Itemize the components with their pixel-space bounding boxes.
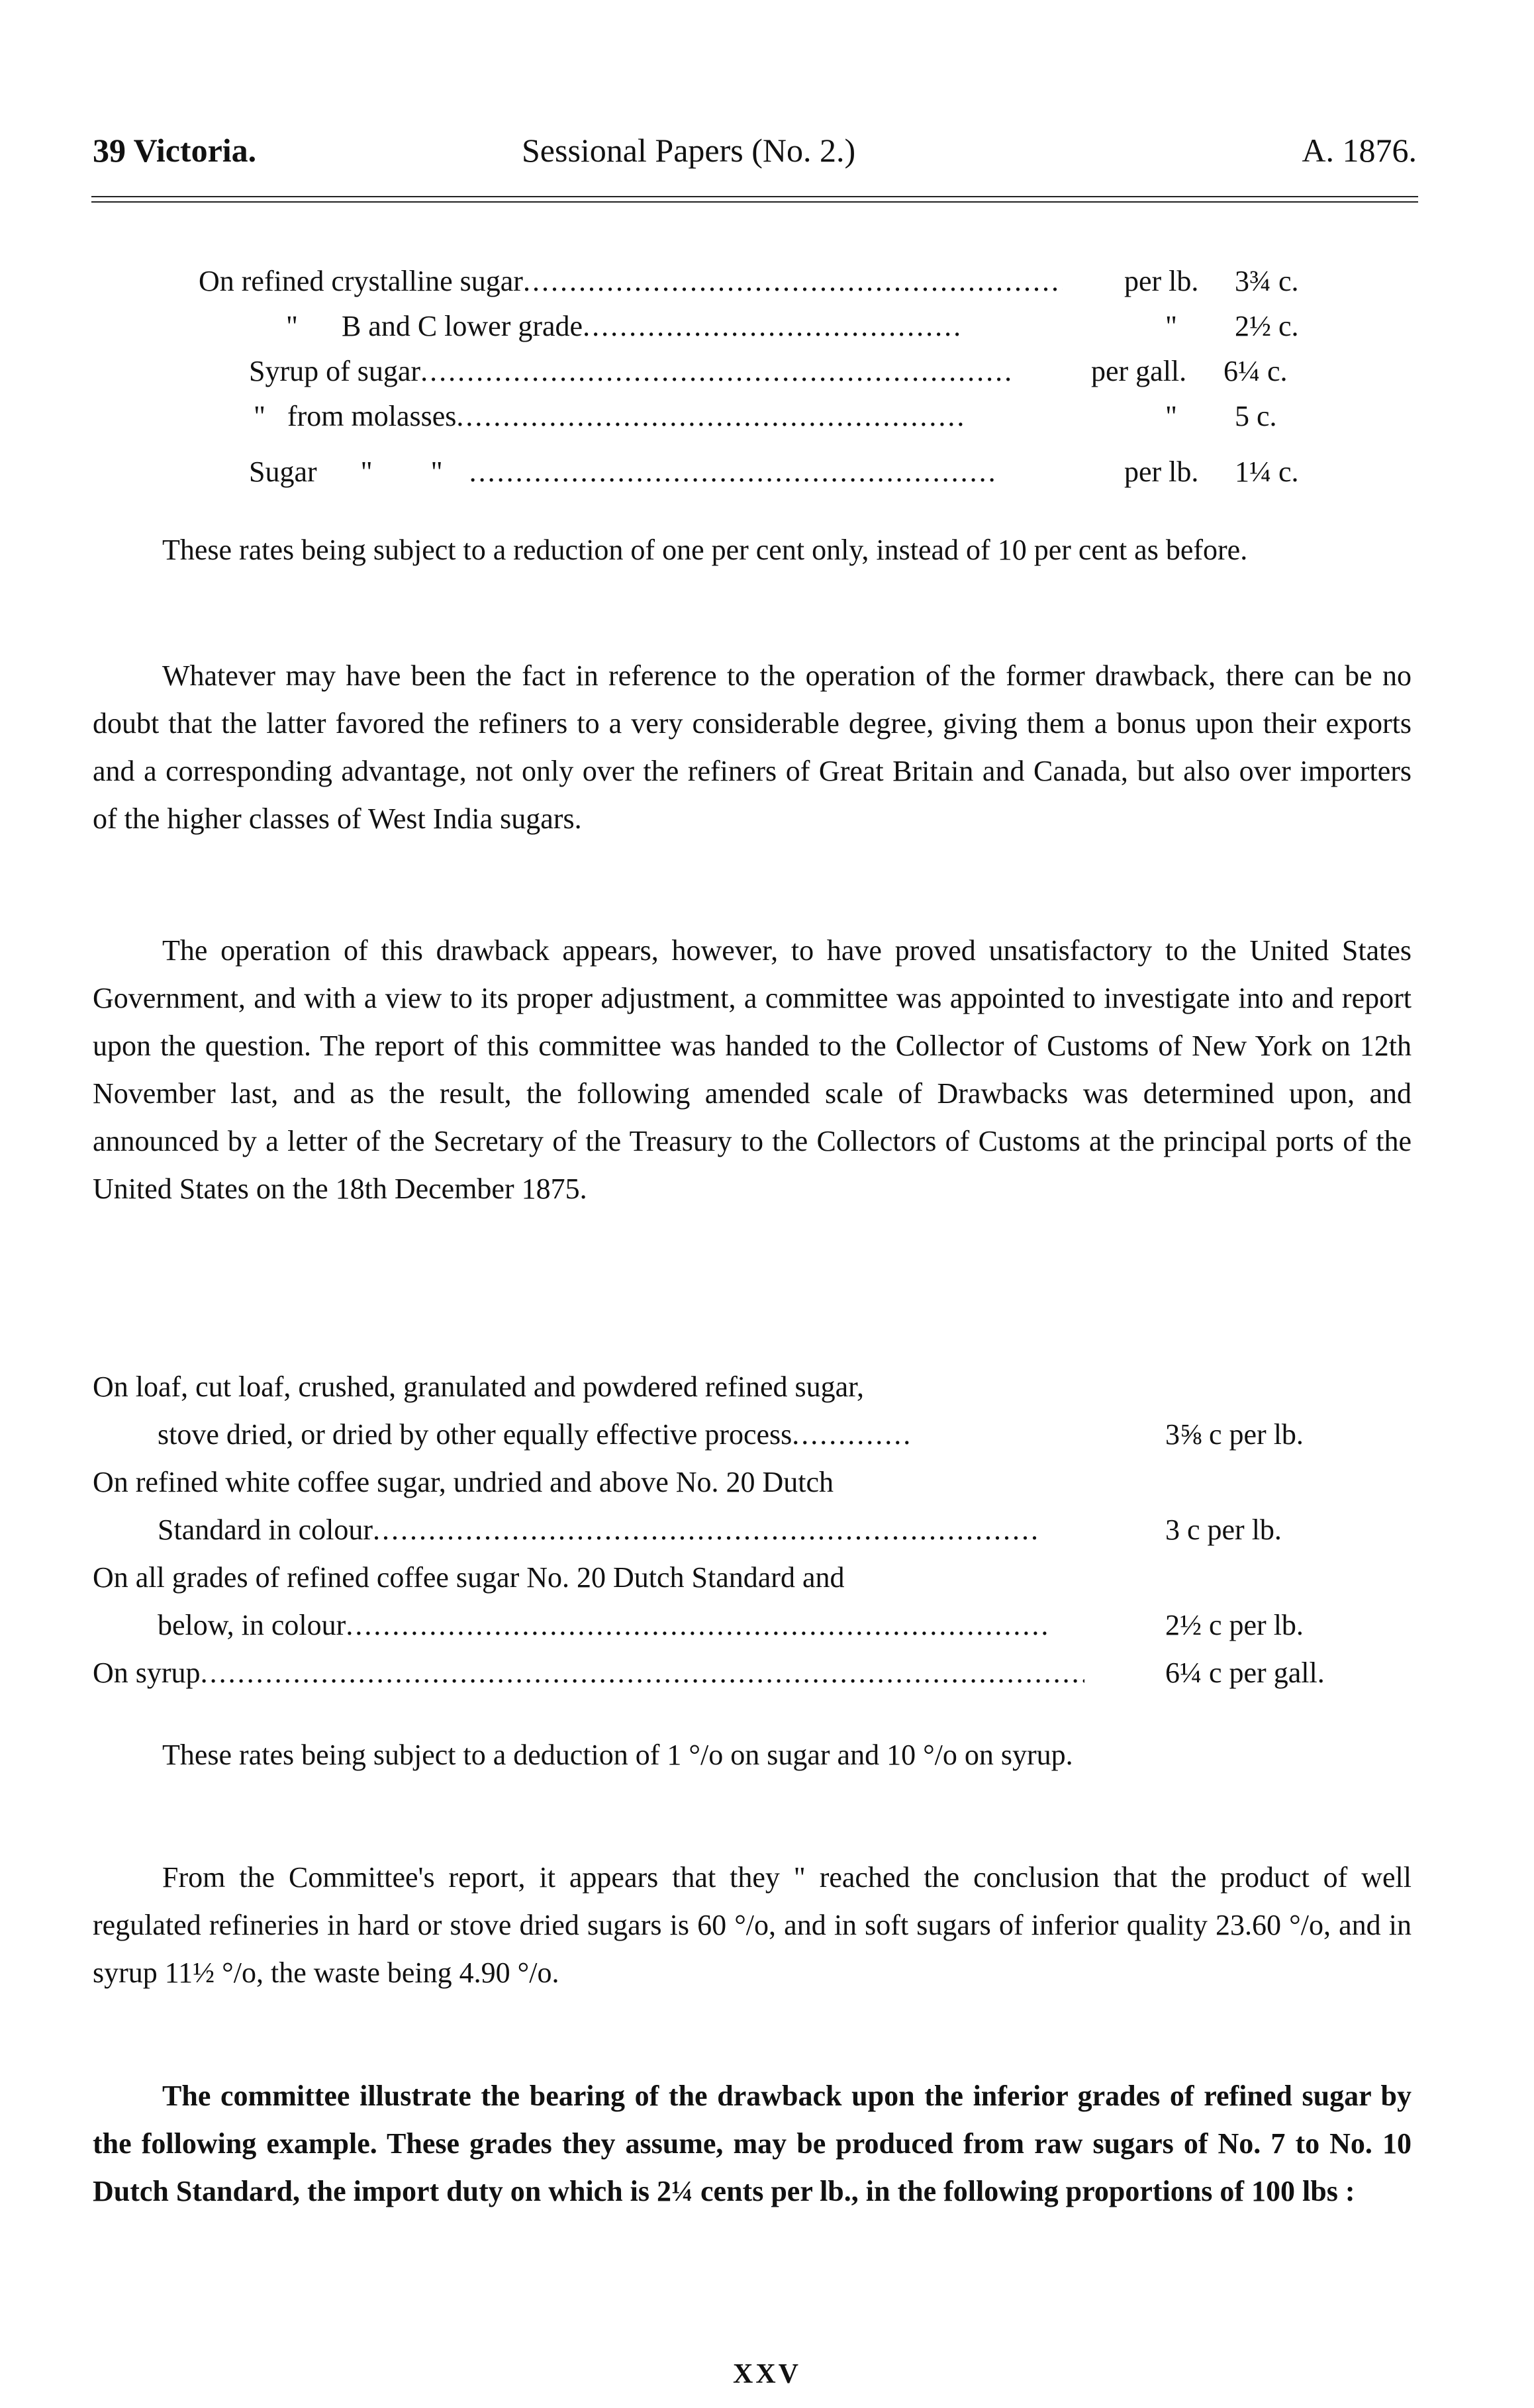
rate-unit: "	[1165, 310, 1177, 342]
rate-row-line1: On refined white coffee sugar, undried and above No. 20 Dutch	[93, 1466, 834, 1498]
rate-label: Standard in colour	[158, 1514, 373, 1546]
dot-leader	[456, 399, 966, 434]
rate-unit: per lb.	[1124, 456, 1199, 488]
rate-label: Syrup of sugar	[249, 355, 421, 387]
dot-leader	[201, 1655, 1084, 1691]
rate-row	[158, 1608, 1047, 1643]
rate-unit: per gall.	[1091, 355, 1187, 387]
paragraph: The committee illustrate the bearing of the drawback upon the inferior grades of refined sugar by the following example. These grades they assume, may be produced from raw sugars of No. 7 to No. 10 Dutch Standard, the import duty on which is 2¼ cents per lb., in the following proportions of 100 lbs :	[93, 2080, 1412, 2207]
paragraph: These rates being subject to a reduction of one per cent only, instead of 10 per cent as before.	[162, 534, 1248, 566]
rate-unit: "	[1165, 400, 1177, 432]
rate-value: 2½ c.	[1235, 310, 1299, 342]
dot-leader	[420, 354, 1013, 389]
header-title: Sessional Papers (No. 2.)	[522, 132, 856, 169]
rate-unit: per lb.	[1124, 265, 1199, 297]
rate-value: 3¾ c.	[1235, 265, 1299, 297]
rate-value: 6¼ c per gall.	[1165, 1657, 1325, 1689]
header-rule	[91, 201, 1418, 203]
dot-leader	[373, 1512, 1041, 1548]
rate-row	[249, 354, 1013, 389]
rate-label: stove dried, or dried by other equally effective process	[158, 1418, 792, 1451]
rate-row-line1: On all grades of refined coffee sugar No. 20 Dutch Standard and	[93, 1561, 845, 1594]
rate-label: " B and C lower grade	[286, 310, 583, 342]
dot-leader	[583, 309, 963, 344]
paragraph: From the Committee's report, it appears that they " reached the conclusion that the product of well regulated refineries in hard or stove dried sugars is 60 °/o, and in soft sugars of inferior quality 23.60 °/o, and in syrup 11½ °/o, the waste being 4.90 °/o.	[93, 1861, 1412, 1989]
dot-leader	[523, 264, 1063, 299]
rate-value: 5 c.	[1235, 400, 1277, 432]
header-volume: 39 Victoria.	[93, 132, 257, 169]
rate-row	[254, 399, 966, 434]
header-rule	[91, 196, 1418, 197]
rate-value: 1¼ c.	[1235, 456, 1299, 488]
page-header	[93, 131, 1417, 171]
dot-leader	[792, 1417, 914, 1453]
dot-leader	[346, 1608, 1047, 1643]
rate-row-line1: On loaf, cut loaf, crushed, granulated and powdered refined sugar,	[93, 1371, 865, 1403]
rate-row	[199, 264, 1063, 299]
paragraph: Whatever may have been the fact in reference to the operation of the former drawback, there can be no doubt that the latter favored the refiners to a very considerable degree, giving them a bonus upon their exports and a corresponding advantage, not only over the refiners of Great Britain and Canada, but also over importers of the higher classes of West India sugars.	[93, 659, 1412, 835]
rate-label: Sugar " "	[249, 456, 443, 488]
rate-label: below, in colour	[158, 1609, 346, 1641]
rate-row	[286, 309, 963, 344]
dot-leader	[469, 454, 999, 490]
rate-row	[249, 454, 999, 490]
rate-label: On refined crystalline sugar	[199, 265, 523, 297]
rate-row	[158, 1417, 914, 1453]
rate-label: On syrup	[93, 1657, 201, 1689]
rate-row	[158, 1512, 1041, 1548]
rate-row	[93, 1655, 1084, 1691]
paragraph: The operation of this drawback appears, however, to have proved unsatisfactory to the United States Government, and with a view to its proper adjustment, a committee was appointed to investigate into and report upon the question. The report of this committee was handed to the Collector of Customs of New York on 12th November last, and as the result, the following amended scale of Drawbacks was determined upon, and announced by a letter of the Secretary of the Treasury to the Collectors of Customs at the principal ports of the United States on the 18th December 1875.	[93, 934, 1412, 1205]
paragraph: These rates being subject to a deduction of 1 °/o on sugar and 10 °/o on syrup.	[162, 1739, 1073, 1771]
rate-label: " from molasses	[254, 400, 457, 432]
rate-value: 6¼ c.	[1223, 355, 1288, 387]
rate-value: 3 c per lb.	[1165, 1514, 1282, 1546]
rate-value: 2½ c per lb.	[1165, 1609, 1304, 1641]
header-year: A. 1876.	[1302, 132, 1417, 169]
page-number: XXV	[733, 2359, 801, 2389]
rate-value: 3⅝ c per lb.	[1165, 1418, 1304, 1451]
